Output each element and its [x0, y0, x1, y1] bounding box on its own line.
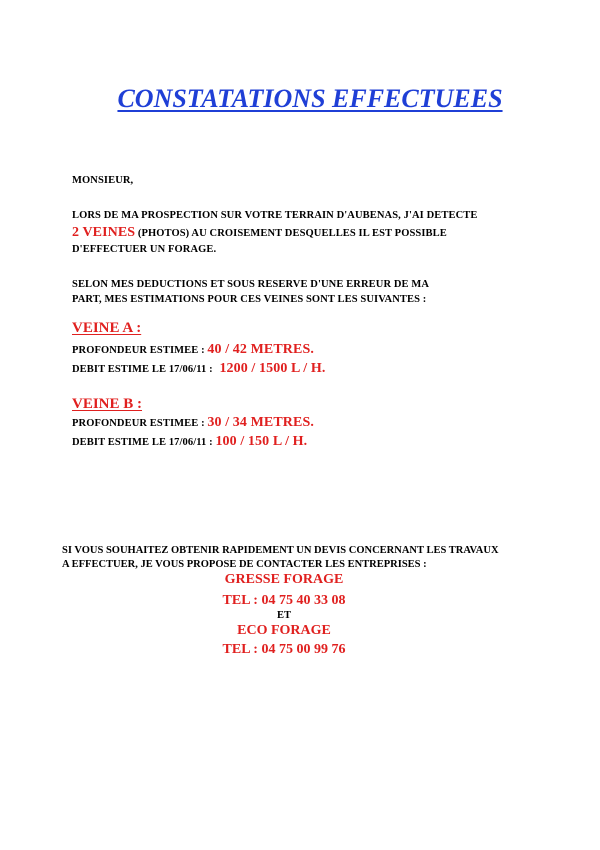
veine-b-depth — [72, 415, 314, 431]
company-1-phone: TEL : 04 75 40 33 08 — [222, 593, 346, 608]
closing-line-1: SI VOUS SOUHAITEZ OBTENIR RAPIDEMENT UN DEVIS CONCERNANT LES TRAVAUX — [62, 545, 499, 556]
veine-b-flow-label: DEBIT ESTIME LE 17/06/11 : — [72, 437, 213, 448]
veine-a-flow — [72, 361, 325, 377]
deductions-line-1: SELON MES DEDUCTIONS ET SOUS RESERVE D'UNE ERREUR DE MA — [72, 279, 430, 290]
closing-line-2: A EFFECTUER, JE VOUS PROPOSE DE CONTACTER LES ENTREPRISES : — [62, 559, 427, 570]
intro-line-2-text: (PHOTOS) AU CROISEMENT DESQUELLES IL EST POSSIBLE — [135, 228, 447, 239]
veine-a-depth-label: PROFONDEUR ESTIMEE : — [72, 345, 205, 356]
company-1-name: GRESSE FORAGE — [224, 572, 344, 587]
conjunction: ET — [276, 610, 291, 621]
page-title: CONSTATATIONS EFFECTUEES — [117, 84, 503, 113]
intro-line-3: D'EFFECTUER UN FORAGE. — [72, 244, 217, 255]
veine-a-depth-value: 40 / 42 METRES. — [207, 342, 314, 357]
veine-a-heading: VEINE A : — [72, 320, 142, 336]
company-2-phone: TEL : 04 75 00 99 76 — [222, 642, 346, 657]
deductions-line-2: PART, MES ESTIMATIONS POUR CES VEINES SONT LES SUIVANTES : — [72, 294, 427, 305]
veine-b-depth-value: 30 / 34 METRES. — [207, 415, 314, 430]
veine-b-heading: VEINE B : — [72, 396, 143, 412]
veine-b-flow — [72, 434, 307, 450]
veine-a-flow-label: DEBIT ESTIME LE 17/06/11 : — [72, 364, 213, 375]
veine-b-depth-label: PROFONDEUR ESTIMEE : — [72, 418, 205, 429]
intro-line-1: LORS DE MA PROSPECTION SUR VOTRE TERRAIN D'AUBENAS, J'AI DETECTE — [72, 210, 478, 221]
veine-b-flow-value: 100 / 150 L / H. — [215, 434, 308, 449]
company-2-name: ECO FORAGE — [237, 623, 331, 638]
veine-a-flow-value: 1200 / 1500 L / H. — [219, 361, 326, 376]
salutation: MONSIEUR, — [72, 175, 134, 186]
veines-count: 2 VEINES — [72, 225, 136, 240]
intro-line-2 — [72, 225, 447, 241]
veine-a-depth — [72, 342, 314, 358]
